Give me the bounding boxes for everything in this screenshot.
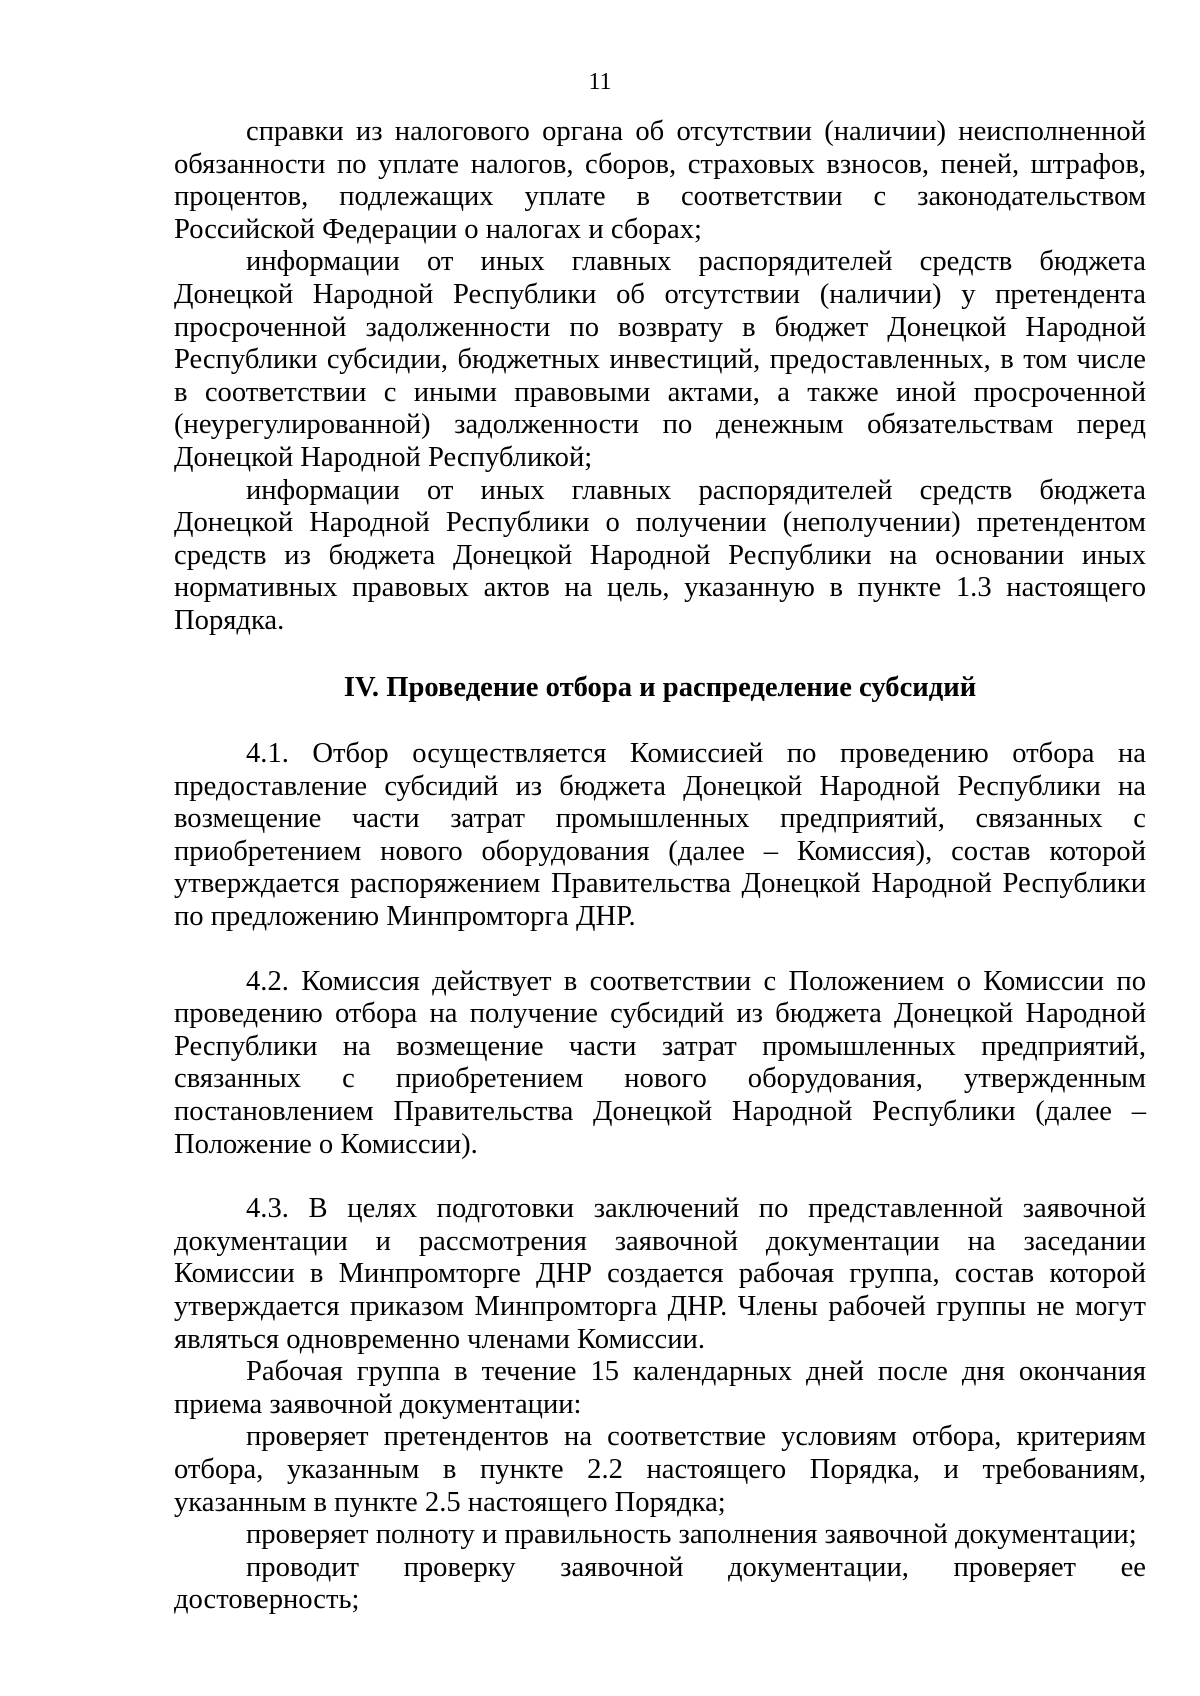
document-body — [174, 116, 1146, 1617]
paragraph-funds-information: информации от иных главных распорядителей средств бюджета Донецкой Народной Республики о получении (неполучении) претендентом средств из бюджета Донецкой Народной Республики на основании иных нормативных правовых актов на цель, указанную в пункте 1.3 настоящего Порядка. — [174, 474, 1146, 636]
paragraph-working-group-term: Рабочая группа в течение 15 календарных дней после дня окончания приема заявочной документации: — [174, 1356, 1146, 1420]
paragraph-checks-reliability: проводит проверку заявочной документации, проверяет ее достоверность; — [174, 1551, 1146, 1616]
clause-4-1: 4.1. Отбор осуществляется Комиссией по проведению отбора на предоставление субсидий из бюджета Донецкой Народной Республики на возмещение части затрат промышленных предприятий, связанных с приобретением нового оборудования (далее – Комиссия), состав которой утверждается распоряжением Правительства Донецкой Народной Республики по предложению Минпромторга ДНР. — [174, 738, 1146, 933]
paragraph-tax-certificate: справки из налогового органа об отсутствии (наличии) неисполненной обязанности по уплате налогов, сборов, страховых взносов, пеней, штрафов, процентов, подлежащих уплате в соответствии с законодательством Российской Федерации о налогах и сборах; — [174, 116, 1146, 245]
paragraph-checks-applicants: проверяет претендентов на соответствие условиям отбора, критериям отбора, указанным в пункте 2.2 настоящего Порядка, и требованиям, указанным в пункте 2.5 настоящего Порядка; — [174, 1421, 1146, 1518]
paragraph-debt-information: информации от иных главных распорядителей средств бюджета Донецкой Народной Республики об отсутствии (наличии) у претендента просроченной задолженности по возврату в бюджет Донецкой Народной Республики субсидии, бюджетных инвестиций, предоставленных, в том числе в соответствии с иными правовыми актами, а также иной просроченной (неурегулированной) задолженности по денежным обязательствам перед Донецкой Народной Республикой; — [174, 246, 1146, 473]
paragraph-spacer — [174, 934, 1146, 966]
clause-4-2: 4.2. Комиссия действует в соответствии с Положением о Комиссии по проведению отбора на получение субсидий из бюджета Донецкой Народной Республики на возмещение части затрат промышленных предприятий, связанных с приобретением нового оборудования, утвержденным постановлением Правительства Донецкой Народной Республики (далее – Положение о Комиссии). — [174, 965, 1146, 1160]
paragraph-checks-completeness: проверяет полноту и правильность заполнения заявочной документации; — [246, 1519, 1137, 1551]
paragraph-spacer — [174, 1161, 1146, 1193]
page-number: 11 — [588, 69, 612, 95]
section-heading: IV. Проведение отбора и распределение субсидий — [343, 671, 977, 703]
clause-4-3: 4.3. В целях подготовки заключений по представленной заявочной документации и рассмотрения заявочной документации на заседании Комиссии в Минпромторге ДНР создается рабочая группа, состав которой утверждается приказом Минпромторга ДНР. Члены рабочей группы не могут являться одновременно членами Комиссии. — [174, 1193, 1146, 1355]
